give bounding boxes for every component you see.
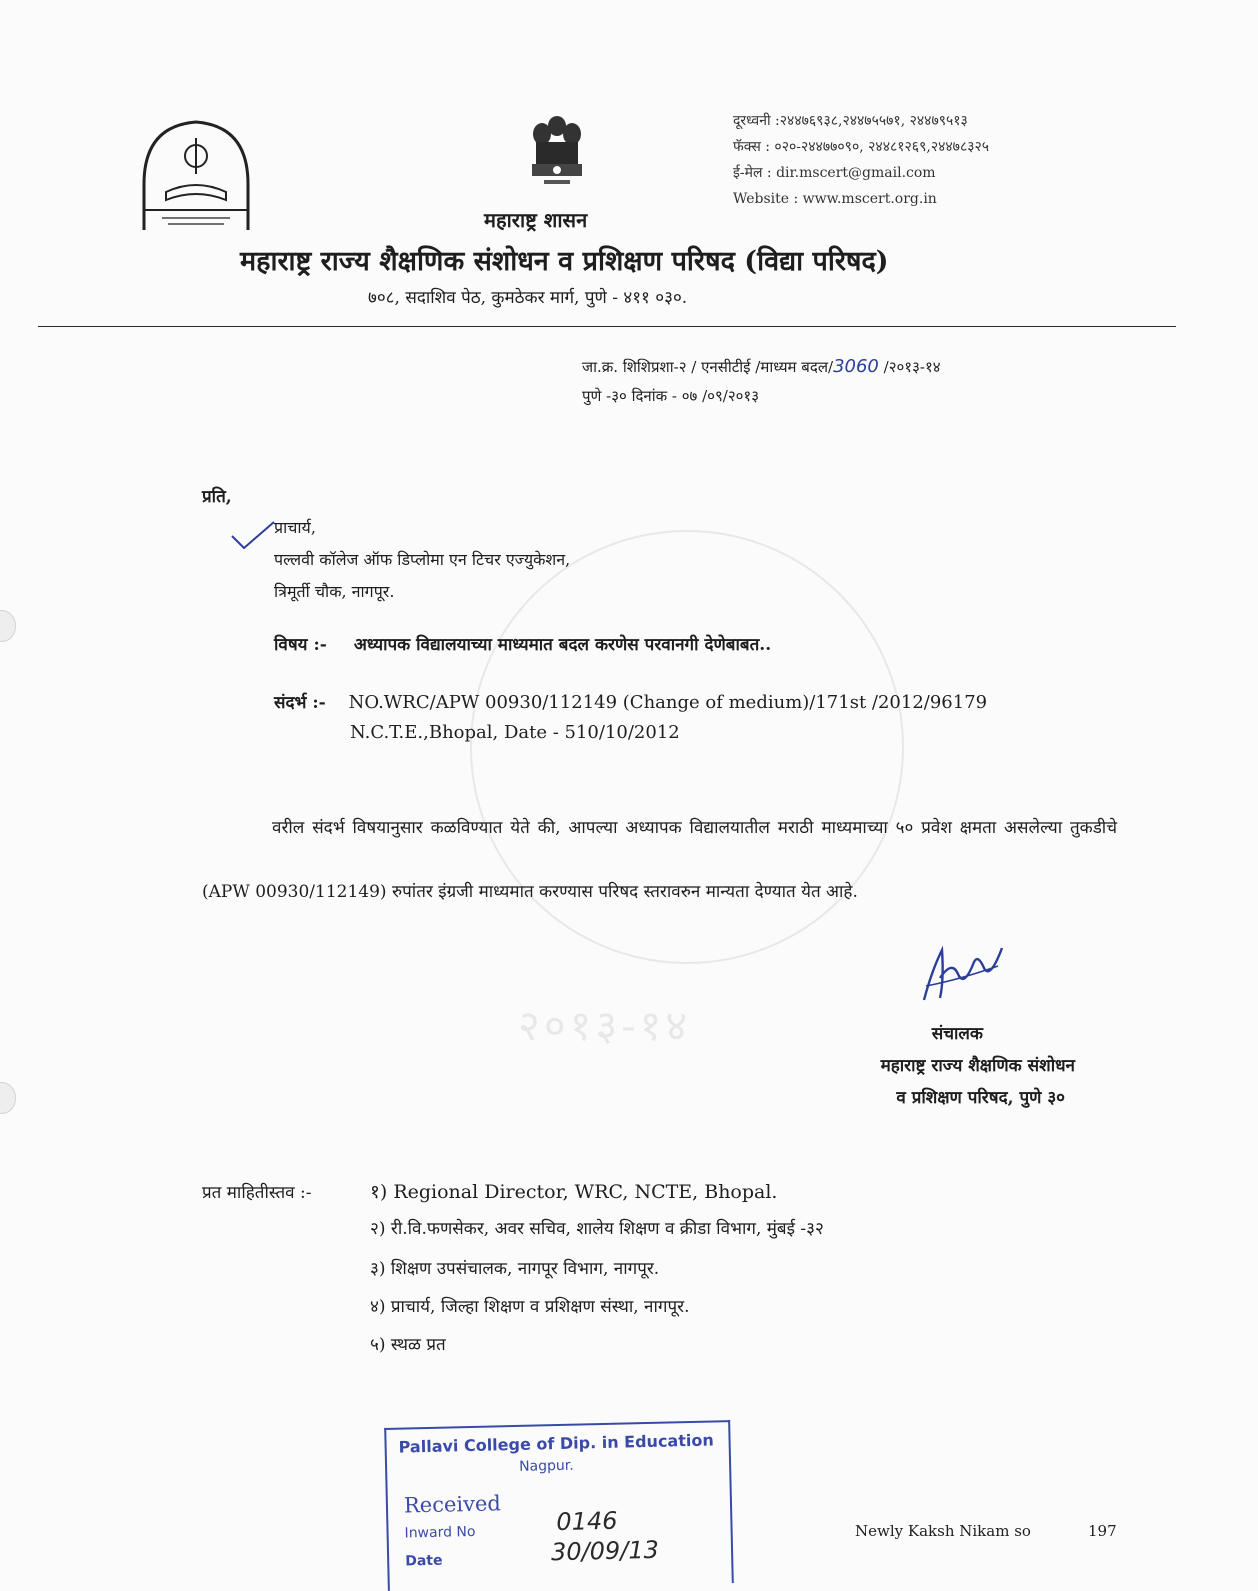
outward-reference-number — [582, 356, 941, 377]
handwritten-reference-number: 3060 — [833, 356, 879, 377]
government-name: महाराष्ट्र शासन — [484, 208, 588, 232]
copy-item: २) री.वि.फणसेकर, अवर सचिव, शालेय शिक्षण व क्रीडा विभाग, मुंबई -३२ — [370, 1219, 824, 1239]
copy-item: ४) प्राचार्य, जिल्हा शिक्षण व प्रशिक्षण संस्था, नागपूर. — [370, 1297, 690, 1317]
subject-label: विषय :- — [274, 635, 327, 655]
handwritten-signature — [918, 940, 1008, 1006]
signatory-block — [805, 1018, 1075, 1114]
council-name: महाराष्ट्र राज्य शैक्षणिक संशोधन व प्रशिक्षण परिषद (विद्या परिषद) — [240, 246, 889, 277]
phone-numbers: दूरध्वनी :२४४७६९३८,२४४७५५७१, २४४७९५१३ — [733, 113, 968, 129]
letterhead-divider — [38, 326, 1176, 327]
stamp-inward-number: 0146 — [556, 1506, 618, 1537]
to-label: प्रति, — [202, 487, 232, 507]
reference-line-1: NO.WRC/APW 00930/112149 (Change of medium)/171st /2012/96179 — [348, 692, 988, 713]
subject-line — [274, 632, 771, 655]
letter-body: वरील संदर्भ विषयानुसार कळविण्यात येते की, आपल्या अध्यापक विद्यालयातील मराठी माध्यमाच्या ५० प्रवेश क्षमता असलेल्या तुकडीचे (APW 00930/112149) रुपांतर इंग्रजी माध्यमात करण्यास परिषद स्तरावरुन मान्यता देण्यात येत आहे. — [202, 818, 1117, 902]
fax-numbers: फॅक्स : ०२०-२४४७७०९०, २४४८१२६९,२४४७८३२५ — [733, 139, 990, 155]
reference-line-2: N.C.T.E.,Bhopal, Date - 510/10/2012 — [350, 722, 680, 743]
page-number: 197 — [1088, 1522, 1117, 1540]
letter-date: पुणे -३० दिनांक - ०७ /०९/२०१३ — [582, 387, 760, 405]
copy-item: १) Regional Director, WRC, NCTE, Bhopal. — [370, 1181, 778, 1203]
recipient-line: त्रिमूर्ती चौक, नागपूर. — [274, 582, 395, 601]
reference-label: संदर्भ :- — [274, 693, 326, 713]
punch-hole-bottom — [0, 1082, 16, 1114]
council-logo-icon — [138, 118, 254, 236]
stamp-date-label: Date — [405, 1552, 443, 1570]
ashoka-emblem-icon — [526, 112, 588, 190]
faint-stamp-number: २०१३-१४ — [518, 1001, 692, 1050]
checkmark-icon — [230, 520, 276, 550]
reference-block — [274, 688, 987, 748]
website-address: Website : www.mscert.org.in — [733, 191, 937, 207]
stamp-received-label: Received — [403, 1491, 502, 1518]
copies-label: प्रत माहितीस्तव :- — [202, 1183, 312, 1203]
stamp-city: Nagpur. — [518, 1457, 574, 1475]
stamp-inward-label: Inward No — [404, 1523, 476, 1542]
signatory-title: संचालक — [931, 1024, 983, 1044]
contact-details — [733, 108, 989, 212]
copy-item: ५) स्थळ प्रत — [370, 1335, 446, 1355]
email-address: ई-मेल : dir.mscert@gmail.com — [733, 165, 936, 181]
council-address: ७०८, सदाशिव पेठ, कुमठेकर मार्ग, पुणे - ४११ ०३०. — [368, 288, 688, 308]
reference-prefix: जा.क्र. शिशिप्रशा-२ / एनसीटीई /माध्यम बदल/ — [582, 358, 834, 376]
recipient-line: प्राचार्य, — [274, 518, 316, 537]
received-stamp — [384, 1420, 734, 1591]
signatory-org-line-2: व प्रशिक्षण परिषद, पुणे ३० — [896, 1088, 1065, 1108]
stamp-received-date: 30/09/13 — [550, 1535, 660, 1567]
signatory-org-line-1: महाराष्ट्र राज्य शैक्षणिक संशोधन — [880, 1056, 1075, 1076]
copy-item: ३) शिक्षण उपसंचालक, नागपूर विभाग, नागपूर. — [370, 1259, 660, 1279]
recipient-line: पल्लवी कॉलेज ऑफ डिप्लोमा एन टिचर एज्युकेशन, — [274, 550, 571, 569]
footer-note: Newly Kaksh Nikam so — [855, 1522, 1031, 1540]
reference-suffix: /२०१३-१४ — [878, 358, 941, 376]
stamp-college-name: Pallavi College of Dip. in Education — [398, 1430, 714, 1457]
punch-hole-top — [0, 610, 16, 642]
subject-text: अध्यापक विद्यालयाच्या माध्यमात बदल करणेस परवानगी देणेबाबत.. — [353, 635, 772, 655]
